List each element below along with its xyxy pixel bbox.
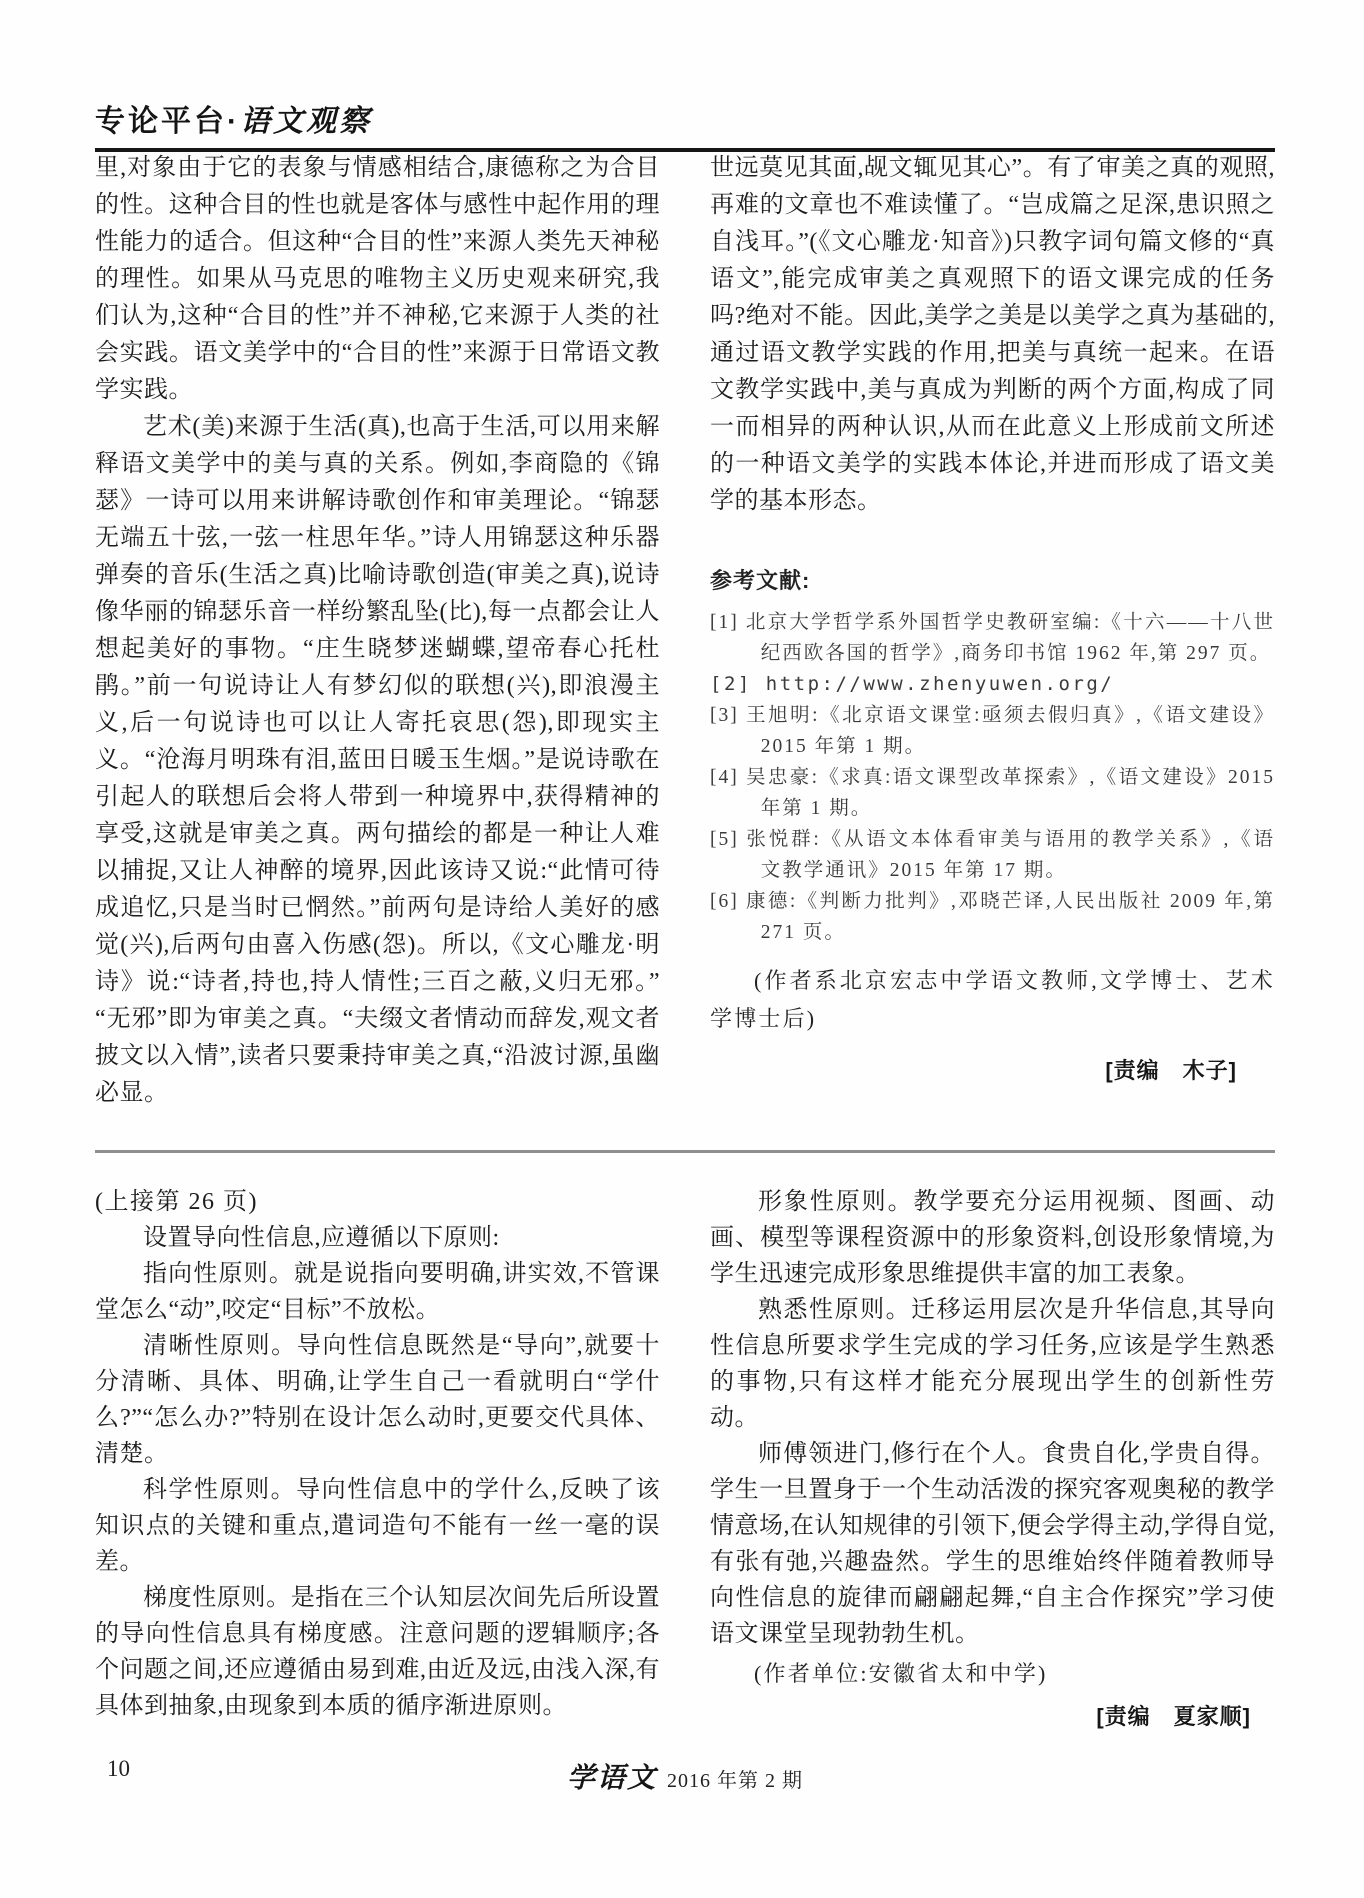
article1-left-column bbox=[95, 150, 660, 1112]
column-header bbox=[95, 96, 1275, 140]
header-separator-dot: · bbox=[227, 105, 240, 138]
header-column-label: 语文观察 bbox=[240, 105, 372, 138]
article-aesthetics bbox=[95, 150, 1275, 1112]
continuation-note: (上接第 26 页) bbox=[95, 1189, 258, 1215]
reference-item-url: [2] http://www.zhenyuwen.org/ bbox=[710, 673, 1115, 695]
references-list bbox=[710, 607, 1275, 948]
journal-issue: 2016 年第 2 期 bbox=[667, 1770, 804, 1792]
reference-item: [3] 王旭明:《北京语文课堂:亟须去假归真》,《语文建设》2015 年第 1 期。 bbox=[710, 705, 1275, 757]
article-divider-rule bbox=[95, 1150, 1275, 1153]
reference-item: [6] 康德:《判断力批判》,邓晓芒译,人民出版社 2009 年,第 271 页。 bbox=[710, 891, 1275, 943]
article2-paragraph: 熟悉性原则。迁移运用层次是升华信息,其导向性信息所要求学生完成的学习任务,应该是学生熟悉的事物,只有这样才能充分展现出学生的创新性劳动。 bbox=[710, 1297, 1275, 1431]
reference-item: [1] 北京大学哲学系外国哲学史教研室编:《十六——十八世纪西欧各国的哲学》,商务印书馆 1962 年,第 297 页。 bbox=[710, 612, 1275, 664]
article2-paragraph: 科学性原则。导向性信息中的学什么,反映了该知识点的关键和重点,遣词造句不能有一丝一毫的误差。 bbox=[95, 1477, 660, 1575]
article2-paragraph: 设置导向性信息,应遵循以下原则: bbox=[143, 1225, 500, 1251]
article2-paragraph: 指向性原则。就是说指向要明确,讲实效,不管课堂怎么“动”,咬定“目标”不放松。 bbox=[95, 1261, 660, 1323]
article1-paragraph: 世远莫见其面,觇文辄见其心”。有了审美之真的观照,再难的文章也不难读懂了。“岂成篇之足深,患识照之自浅耳。”(《文心雕龙·知音》)只教字词句篇文修的“真语文”,能完成审美之真观照下的语文课完成的任务吗?绝对不能。因此,美学之美是以美学之真为基础的,通过语文教学实践的作用,把美与真统一起来。在语文教学实践中,美与真成为判断的两个方面,构成了同一而相异的两种认识,从而在此意义上形成前文所述的一种语文美学的实践本体论,并进而形成了语文美学的基本形态。 bbox=[710, 155, 1275, 514]
journal-name: 学语文 bbox=[566, 1763, 658, 1794]
editor-credit: [责编 夏家顺] bbox=[1096, 1704, 1251, 1729]
article1-paragraph: 艺术(美)来源于生活(真),也高于生活,可以用来解释语文美学中的美与真的关系。例如,李商隐的《锦瑟》一诗可以用来讲解诗歌创作和审美理论。“锦瑟无端五十弦,一弦一柱思年华。”诗人用锦瑟这种乐器弹奏的音乐(生活之真)比喻诗歌创造(审美之真),说诗像华丽的锦瑟乐音一样纷繁乱坠(比),每一点都会让人想起美好的事物。“庄生晓梦迷蝴蝶,望帝春心托杜鹃。”前一句说诗让人有梦幻似的联想(兴),即浪漫主义,后一句说诗也可以让人寄托哀思(怨),即现实主义。“沧海月明珠有泪,蓝田日暖玉生烟。”是说诗歌在引起人的联想后会将人带到一种境界中,获得精神的享受,这就是审美之真。两句描绘的都是一种让人难以捕捉,又让人神醉的境界,因此该诗又说:“此情可待成追忆,只是当时已惘然。”前两句是诗给人美好的感觉(兴),后两句由喜入伤感(怨)。所以,《文心雕龙·明诗》说:“诗者,持也,持人情性;三百之蔽,义归无邪。”“无邪”即为审美之真。“夫缀文者情动而辞发,观文者披文以入情”,读者只要秉持审美之真,“沿波讨源,虽幽必显。 bbox=[95, 414, 660, 1106]
reference-item: [4] 吴忠豪:《求真:语文课型改革探索》,《语文建设》2015 年第 1 期。 bbox=[710, 767, 1275, 819]
journal-imprint bbox=[567, 1756, 803, 1796]
reference-item: [5] 张悦群:《从语文本体看审美与语用的教学关系》,《语文教学通讯》2015 年第 17 期。 bbox=[710, 829, 1275, 881]
page-footer bbox=[95, 1756, 1275, 1796]
article-continued bbox=[95, 1184, 1275, 1731]
article2-left-column bbox=[95, 1184, 660, 1731]
page-header bbox=[95, 96, 1275, 152]
editor-credit: [责编 木子] bbox=[1105, 1058, 1237, 1083]
article2-paragraph: 梯度性原则。是指在三个认知层次间先后所设置的导向性信息具有梯度感。注意问题的逻辑顺序;各个问题之间,还应遵循由易到难,由近及远,由浅入深,有具体到抽象,由现象到本质的循序渐进原则。 bbox=[95, 1585, 660, 1719]
page-number: 10 bbox=[107, 1756, 130, 1781]
author-note: (作者单位:安徽省太和中学) bbox=[754, 1661, 1048, 1686]
article2-right-column bbox=[710, 1184, 1275, 1731]
references-heading: 参考文献: bbox=[710, 568, 811, 593]
author-note: (作者系北京宏志中学语文教师,文学博士、艺术学博士后) bbox=[710, 968, 1275, 1031]
article2-paragraph: 清晰性原则。导向性信息既然是“导向”,就要十分清晰、具体、明确,让学生自己一看就明白“学什么?”“怎么办?”特别在设计怎么动时,更要交代具体、清楚。 bbox=[95, 1333, 660, 1467]
article1-right-column bbox=[710, 150, 1275, 1112]
header-section-label: 专论平台 bbox=[95, 105, 227, 138]
article1-paragraph: 里,对象由于它的表象与情感相结合,康德称之为合目的性。这种合目的性也就是客体与感性中起作用的理性能力的适合。但这种“合目的性”来源人类先天神秘的理性。如果从马克思的唯物主义历史观来研究,我们认为,这种“合目的性”并不神秘,它来源于人类的社会实践。语文美学中的“合目的性”来源于日常语文教学实践。 bbox=[95, 155, 660, 403]
article2-paragraph: 师傅领进门,修行在个人。食贵自化,学贵自得。学生一旦置身于一个生动活泼的探究客观奥秘的教学情意场,在认知规律的引领下,便会学得主动,学得自觉,有张有弛,兴趣盎然。学生的思维始终伴随着教师导向性信息的旋律而翩翩起舞,“自主合作探究”学习使语文课堂呈现勃勃生机。 bbox=[710, 1441, 1275, 1647]
article2-paragraph: 形象性原则。教学要充分运用视频、图画、动画、模型等课程资源中的形象资料,创设形象情境,为学生迅速完成形象思维提供丰富的加工表象。 bbox=[710, 1189, 1275, 1287]
